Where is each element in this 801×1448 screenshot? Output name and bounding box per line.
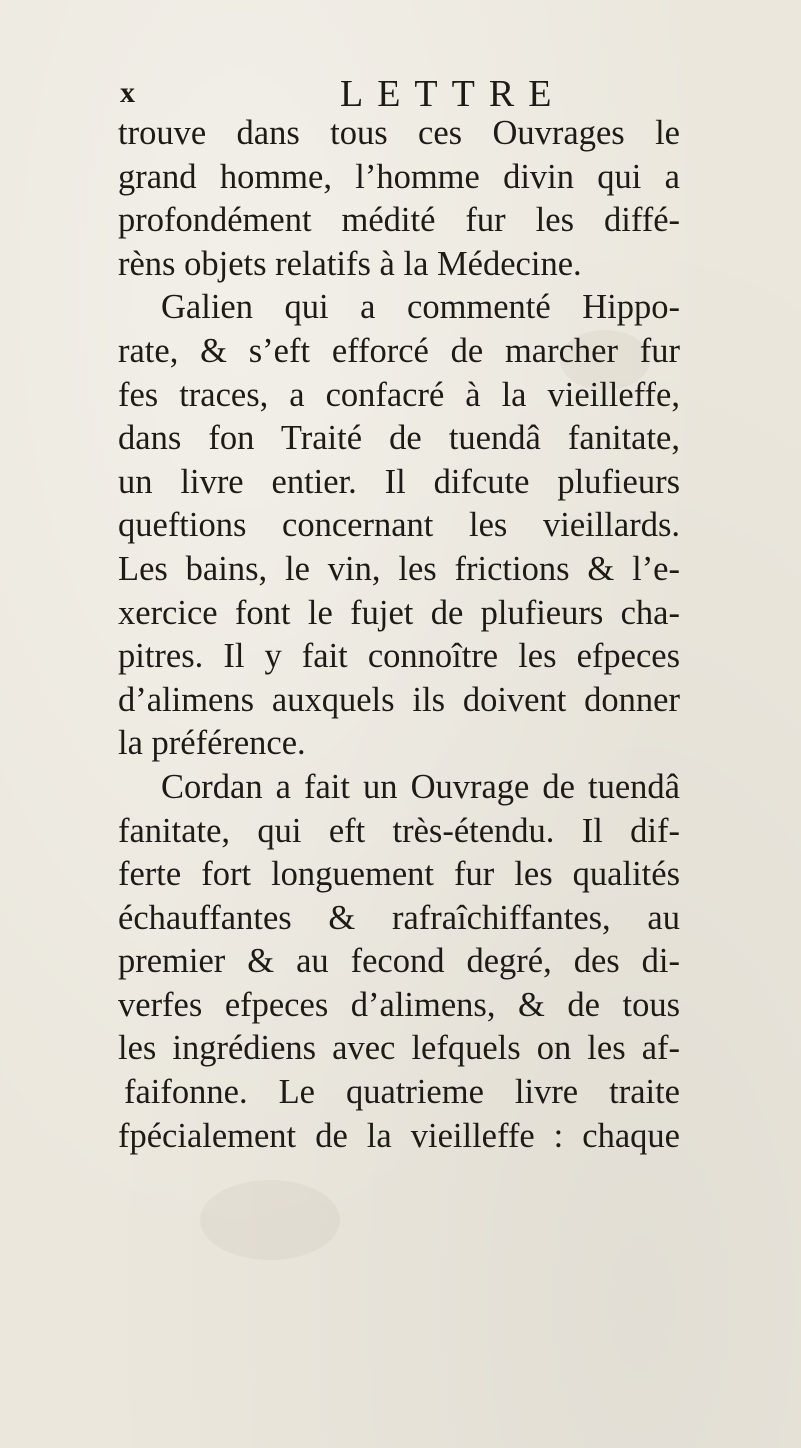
running-head: LETTRE bbox=[340, 73, 566, 115]
text-line: dans fon Traité de tuendâ fanitate, bbox=[118, 419, 680, 458]
text-line: verfes efpeces d’alimens, & de tous bbox=[118, 985, 680, 1024]
text-line: fanitate, qui eft très-étendu. Il dif- bbox=[118, 811, 680, 850]
body-text bbox=[118, 112, 680, 1158]
text-line: profondément médité fur les diffé- bbox=[118, 201, 680, 240]
text-line: rate, & s’eft efforcé de marcher fur bbox=[118, 331, 680, 370]
text-line: rèns objets relatifs à la Médecine. bbox=[118, 244, 582, 283]
text-line: trouve dans tous ces Ouvrages le bbox=[118, 114, 680, 152]
text-line: fpécialement de la vieilleffe : chaque bbox=[118, 1116, 680, 1155]
text-line: Cordan a fait un Ouvrage de tuendâ bbox=[161, 767, 680, 806]
text-line: grand homme, l’homme divin qui a bbox=[118, 157, 680, 196]
text-line: queftions concernant les vieillards. bbox=[118, 506, 680, 545]
text-line: fes traces, a confacré à la vieilleffe, bbox=[118, 375, 680, 414]
text-line: Galien qui a commenté Hippo- bbox=[161, 288, 680, 327]
text-line: les ingrédiens avec lefquels on les af- bbox=[118, 1029, 680, 1068]
text-line: d’alimens auxquels ils doivent donner bbox=[118, 680, 680, 719]
page-marker: x bbox=[120, 76, 135, 109]
text-line: xercice font le fujet de plufieurs cha- bbox=[118, 593, 680, 632]
text-line: Les bains, le vin, les frictions & l’e- bbox=[118, 549, 680, 588]
text-line: pitres. Il y fait connoître les efpeces bbox=[118, 637, 680, 676]
text-line: premier & au fecond degré, des di- bbox=[118, 942, 680, 981]
paper-stain bbox=[200, 1180, 340, 1260]
text-line: un livre entier. Il difcute plufieurs bbox=[118, 462, 680, 501]
text-line: faifonne. Le quatrieme livre traite bbox=[124, 1073, 680, 1112]
text-line: ferte fort longuement fur les qualités bbox=[118, 855, 680, 894]
text-line: la préférence. bbox=[118, 724, 306, 763]
text-line: échauffantes & rafraîchiffantes, au bbox=[118, 898, 680, 937]
